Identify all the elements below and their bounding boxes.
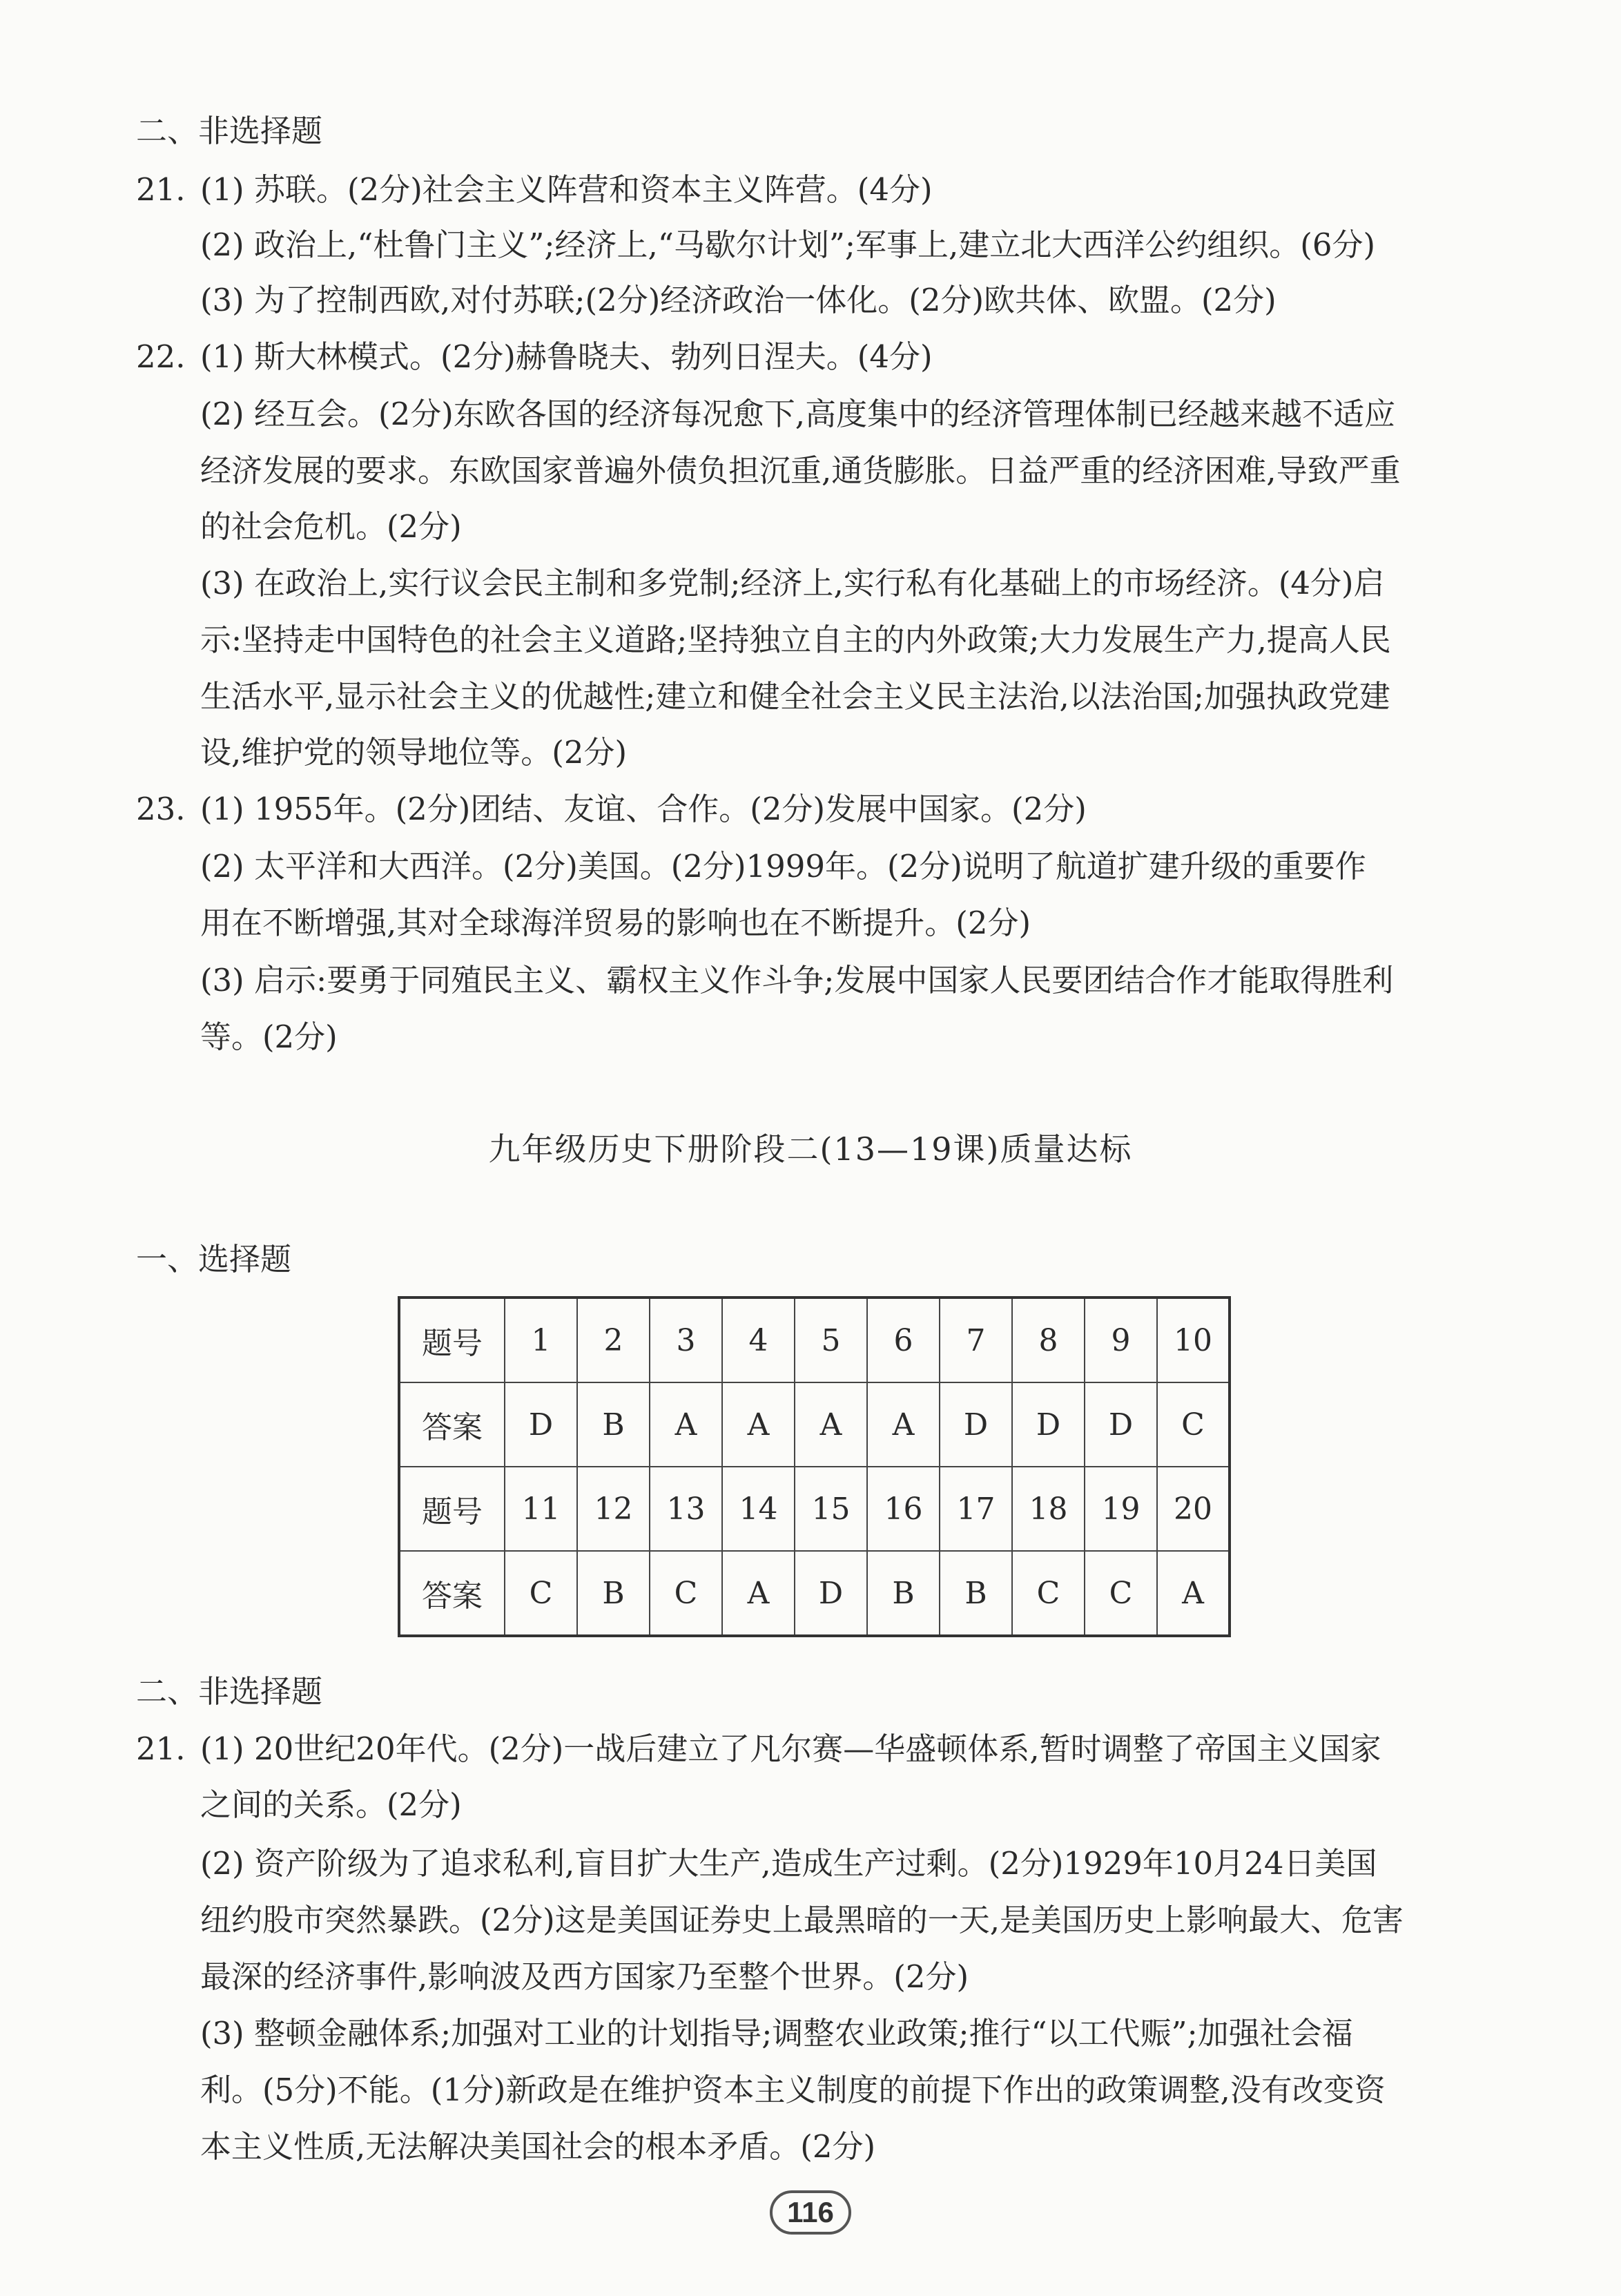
table-row bbox=[399, 1297, 1230, 1382]
question-number: 21. bbox=[136, 1730, 186, 1767]
answer-line: 利。(5分)不能。(1分)新政是在维护资本主义制度的前提下作出的政策调整,没有改变资 bbox=[200, 2072, 1386, 2108]
question-number: 21. bbox=[136, 171, 186, 208]
question-cell: 18 bbox=[1012, 1467, 1085, 1551]
question-cell: 5 bbox=[795, 1297, 867, 1382]
answer-line: 设,维护党的领导地位等。(2分) bbox=[200, 734, 628, 771]
question-cell: 6 bbox=[867, 1297, 940, 1382]
question-cell: 15 bbox=[795, 1467, 867, 1551]
question-number: 22. bbox=[136, 338, 186, 375]
answer-line: (1) 苏联。(2分)社会主义阵营和资本主义阵营。(4分) bbox=[200, 171, 933, 208]
row-label: 题号 bbox=[399, 1467, 505, 1551]
answer-cell: D bbox=[505, 1382, 577, 1467]
answer-cell: A bbox=[650, 1382, 722, 1467]
answer-line: (1) 1955年。(2分)团结、友谊、合作。(2分)发展中国家。(2分) bbox=[200, 791, 1087, 827]
answer-line: 本主义性质,无法解决美国社会的根本矛盾。(2分) bbox=[200, 2128, 876, 2165]
answer-line: 纽约股市突然暴跌。(2分)这是美国证券史上最黑暗的一天,是美国历史上影响最大、危害 bbox=[200, 1902, 1404, 1938]
question-cell: 20 bbox=[1157, 1467, 1230, 1551]
answer-line: (3) 启示:要勇于同殖民主义、霸权主义作斗争;发展中国家人民要团结合作才能取得胜利 bbox=[200, 962, 1394, 999]
section-heading: 二、非选择题 bbox=[136, 1673, 323, 1710]
question-cell: 13 bbox=[650, 1467, 722, 1551]
question-cell: 2 bbox=[577, 1297, 650, 1382]
question-cell: 8 bbox=[1012, 1297, 1085, 1382]
answer-line: 等。(2分) bbox=[200, 1019, 338, 1055]
section-heading: 二、非选择题 bbox=[136, 113, 323, 149]
answer-line: 经济发展的要求。东欧国家普遍外债负担沉重,通货膨胀。日益严重的经济困难,导致严重 bbox=[200, 452, 1401, 489]
answer-cell: A bbox=[722, 1551, 795, 1636]
question-cell: 19 bbox=[1085, 1467, 1157, 1551]
table-row bbox=[399, 1467, 1230, 1551]
table-row bbox=[399, 1382, 1230, 1467]
answer-cell: A bbox=[722, 1382, 795, 1467]
answer-line: 之间的关系。(2分) bbox=[200, 1786, 462, 1823]
question-cell: 7 bbox=[940, 1297, 1012, 1382]
question-cell: 14 bbox=[722, 1467, 795, 1551]
answer-cell: A bbox=[867, 1382, 940, 1467]
answer-line: 示:坚持走中国特色的社会主义道路;坚持独立自主的内外政策;大力发展生产力,提高人民 bbox=[200, 621, 1391, 658]
answer-cell: C bbox=[1085, 1551, 1157, 1636]
answer-cell: B bbox=[940, 1551, 1012, 1636]
question-cell: 3 bbox=[650, 1297, 722, 1382]
question-cell: 4 bbox=[722, 1297, 795, 1382]
question-cell: 1 bbox=[505, 1297, 577, 1382]
answer-cell: C bbox=[1012, 1551, 1085, 1636]
answer-cell: D bbox=[1085, 1382, 1157, 1467]
row-label: 题号 bbox=[399, 1297, 505, 1382]
question-number: 23. bbox=[136, 791, 186, 827]
answer-line: (3) 整顿金融体系;加强对工业的计划指导;调整农业政策;推行“以工代赈”;加强社会福 bbox=[200, 2015, 1353, 2052]
page-number: 116 bbox=[770, 2190, 851, 2235]
answer-cell: D bbox=[1012, 1382, 1085, 1467]
answer-line: 用在不断增强,其对全球海洋贸易的影响也在不断提升。(2分) bbox=[200, 905, 1031, 941]
answer-line: (3) 在政治上,实行议会民主制和多党制;经济上,实行私有化基础上的市场经济。(4分)启 bbox=[200, 565, 1385, 601]
answer-cell: D bbox=[940, 1382, 1012, 1467]
question-cell: 11 bbox=[505, 1467, 577, 1551]
question-cell: 17 bbox=[940, 1467, 1012, 1551]
answer-line: (3) 为了控制西欧,对付苏联;(2分)经济政治一体化。(2分)欧共体、欧盟。(2分) bbox=[200, 282, 1277, 318]
answer-line: (2) 政治上,“杜鲁门主义”;经济上,“马歇尔计划”;军事上,建立北大西洋公约组织。(6分) bbox=[200, 226, 1376, 263]
answer-table bbox=[398, 1296, 1231, 1637]
answer-cell: C bbox=[505, 1551, 577, 1636]
section-heading: 一、选择题 bbox=[136, 1241, 292, 1277]
answer-line: (2) 经互会。(2分)东欧各国的经济每况愈下,高度集中的经济管理体制已经越来越不适应 bbox=[200, 396, 1396, 432]
answer-line: (1) 斯大林模式。(2分)赫鲁晓夫、勃列日涅夫。(4分) bbox=[200, 338, 933, 375]
question-cell: 12 bbox=[577, 1467, 650, 1551]
answer-cell: D bbox=[795, 1551, 867, 1636]
row-label: 答案 bbox=[399, 1551, 505, 1636]
answer-cell: A bbox=[795, 1382, 867, 1467]
answer-line: 最深的经济事件,影响波及西方国家乃至整个世界。(2分) bbox=[200, 1958, 969, 1995]
answer-line: (2) 太平洋和大西洋。(2分)美国。(2分)1999年。(2分)说明了航道扩建升级的重要作 bbox=[200, 848, 1366, 885]
answer-cell: C bbox=[1157, 1382, 1230, 1467]
answer-line: (2) 资产阶级为了追求私利,盲目扩大生产,造成生产过剩。(2分)1929年10月24日美国 bbox=[200, 1845, 1377, 1882]
row-label: 答案 bbox=[399, 1382, 505, 1467]
answer-line: (1) 20世纪20年代。(2分)一战后建立了凡尔赛—华盛顿体系,暂时调整了帝国主义国家 bbox=[200, 1730, 1381, 1767]
answer-cell: B bbox=[867, 1551, 940, 1636]
answer-line: 的社会危机。(2分) bbox=[200, 508, 462, 545]
answer-cell: C bbox=[650, 1551, 722, 1636]
answer-cell: B bbox=[577, 1382, 650, 1467]
question-cell: 9 bbox=[1085, 1297, 1157, 1382]
answer-cell: A bbox=[1157, 1551, 1230, 1636]
question-cell: 16 bbox=[867, 1467, 940, 1551]
answer-line: 生活水平,显示社会主义的优越性;建立和健全社会主义民主法治,以法治国;加强执政党建 bbox=[200, 678, 1390, 715]
table-row bbox=[399, 1551, 1230, 1636]
section-title: 九年级历史下册阶段二(13—19课)质量达标 bbox=[488, 1130, 1133, 1168]
question-cell: 10 bbox=[1157, 1297, 1230, 1382]
answer-cell: B bbox=[577, 1551, 650, 1636]
